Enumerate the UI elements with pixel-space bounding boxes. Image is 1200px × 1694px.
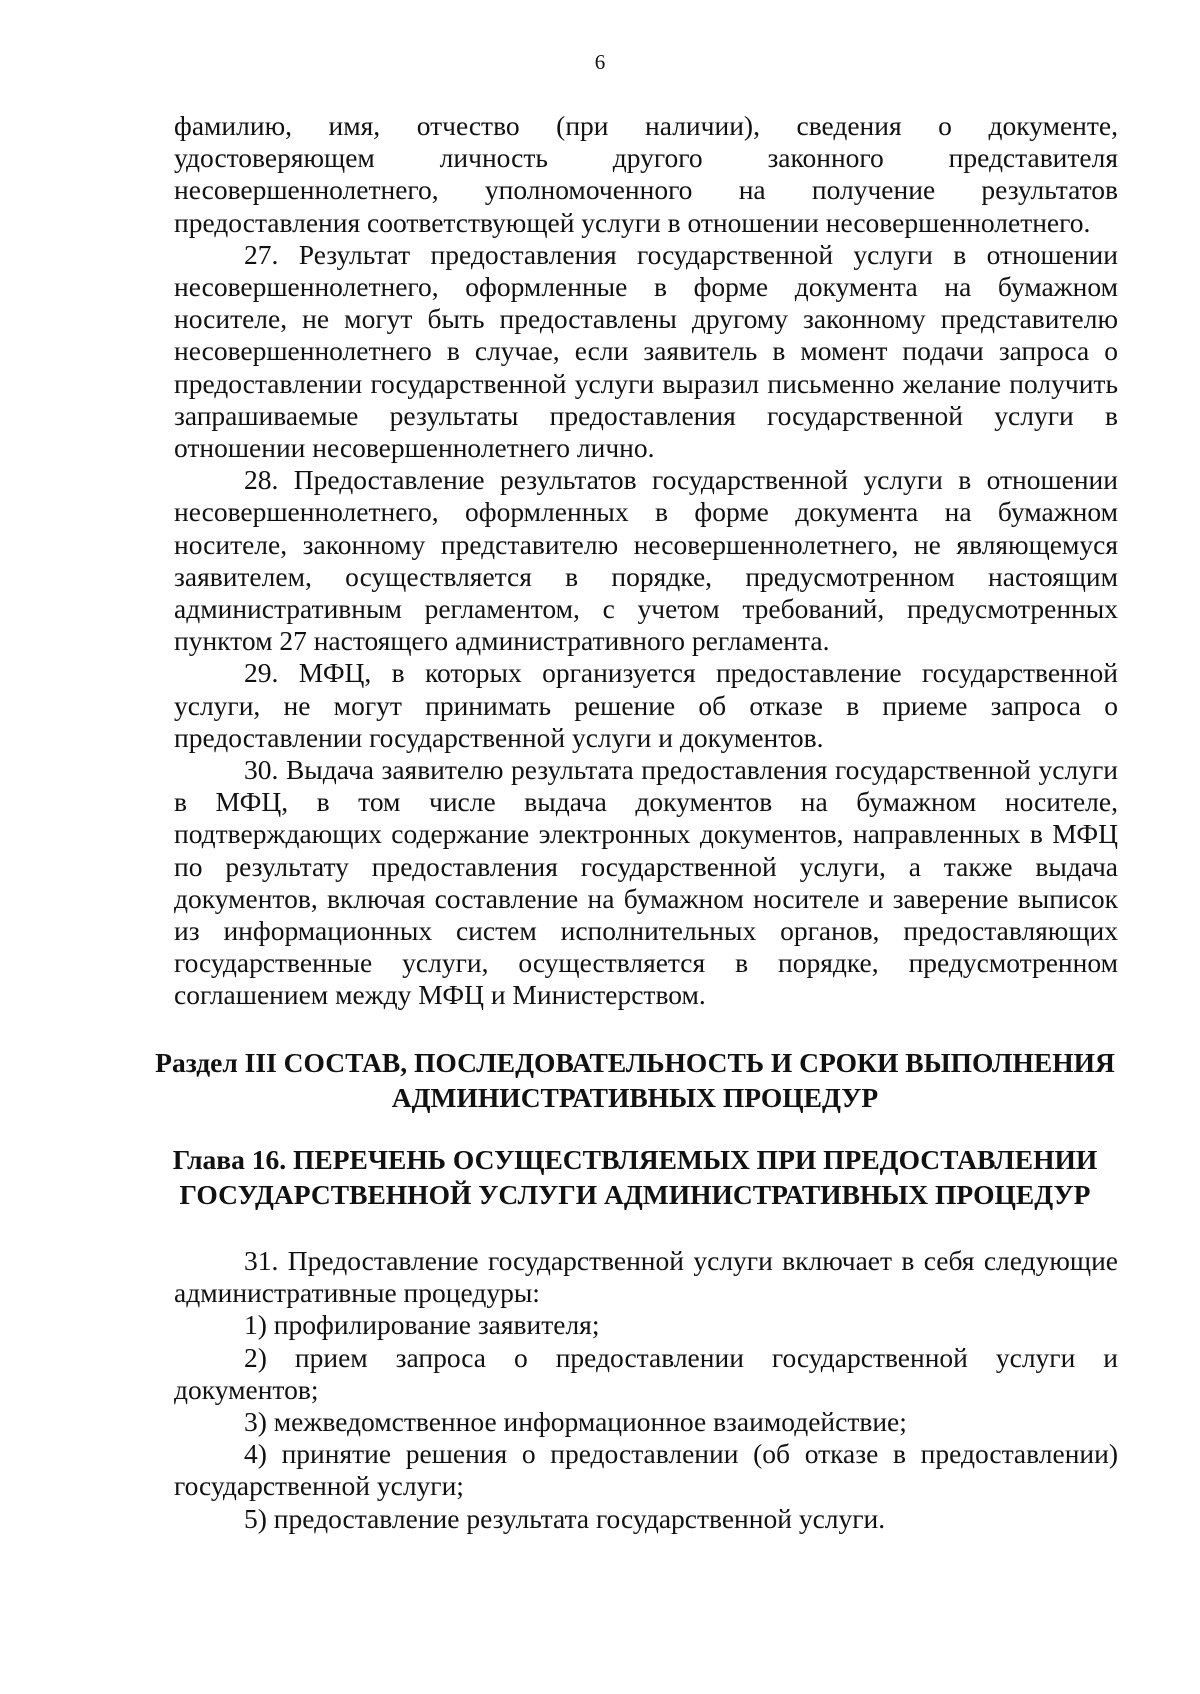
- chapter-heading: [150, 1142, 1120, 1212]
- paragraph-30: 30. Выдача заявителю результата предоставления государственной услуги в МФЦ, в том числе выдача документов на бумажном носителе, подтверждающих содержание электронных документов, направленных в МФЦ по результату предоставления государственной услуги, а также выдача документов, включая составление на бумажном носителе и заверение выписок из информационных систем исполнительных органов, предоставляющих государственные услуги, осуществляется в порядке, предусмотренном соглашением между МФЦ и Министерством.: [174, 754, 1118, 1011]
- document-body: [174, 110, 1118, 1012]
- list-item: 1) профилирование заявителя;: [244, 1309, 600, 1341]
- paragraph-29: 29. МФЦ, в которых организуется предоставление государственной услуги, не могут принимать решение об отказе в приеме запроса о предоставлении государственной услуги и документов.: [174, 657, 1118, 753]
- page-number: 6: [594, 50, 606, 74]
- chapter-heading-line-2: ГОСУДАРСТВЕННОЙ УСЛУГИ АДМИНИСТРАТИВНЫХ ПРОЦЕДУР: [179, 1179, 1091, 1210]
- list-item: 3) межведомственное информационное взаимодействие;: [244, 1406, 907, 1438]
- chapter-heading-line-1: Глава 16. ПЕРЕЧЕНЬ ОСУЩЕСТВЛЯЕМЫХ ПРИ ПРЕДОСТАВЛЕНИИ: [172, 1144, 1098, 1175]
- paragraph-31: 31. Предоставление государственной услуги включает в себя следующие административные процедуры:: [174, 1245, 1118, 1309]
- section-heading-line-1: Раздел III СОСТАВ, ПОСЛЕДОВАТЕЛЬНОСТЬ И СРОКИ ВЫПОЛНЕНИЯ: [155, 1047, 1115, 1078]
- section-heading-line-2: АДМИНИСТРАТИВНЫХ ПРОЦЕДУР: [391, 1082, 879, 1113]
- paragraph-27: 27. Результат предоставления государственной услуги в отношении несовершеннолетнего, оформленные в форме документа на бумажном носителе, не могут быть предоставлены другому законному представителю несовершеннолетнего в случае, если заявитель в момент подачи запроса о предоставлении государственной услуги выразил письменно желание получить запрашиваемые результаты предоставления государственной услуги в отношении несовершеннолетнего лично.: [174, 238, 1118, 464]
- list-item: 2) прием запроса о предоставлении государственной услуги и документов;: [174, 1341, 1118, 1405]
- procedures-list: [174, 1245, 1118, 1535]
- paragraph-continuation: фамилию, имя, отчество (при наличии), сведения о документе, удостоверяющем личность другого законного представителя несовершеннолетнего, уполномоченного на получение результатов предоставления соответствующей услуги в отношении несовершеннолетнего.: [174, 110, 1118, 238]
- section-heading: [150, 1045, 1120, 1115]
- list-item: 5) предоставление результата государственной услуги.: [244, 1502, 886, 1534]
- paragraph-28: 28. Предоставление результатов государственной услуги в отношении несовершеннолетнего, оформленных в форме документа на бумажном носителе, законному представителю несовершеннолетнего, не являющемуся заявителем, осуществляется в порядке, предусмотренном настоящим административным регламентом, с учетом требований, предусмотренных пунктом 27 настоящего административного регламента.: [174, 464, 1118, 657]
- list-item: 4) принятие решения о предоставлении (об отказе в предоставлении) государственной услуги;: [174, 1438, 1118, 1502]
